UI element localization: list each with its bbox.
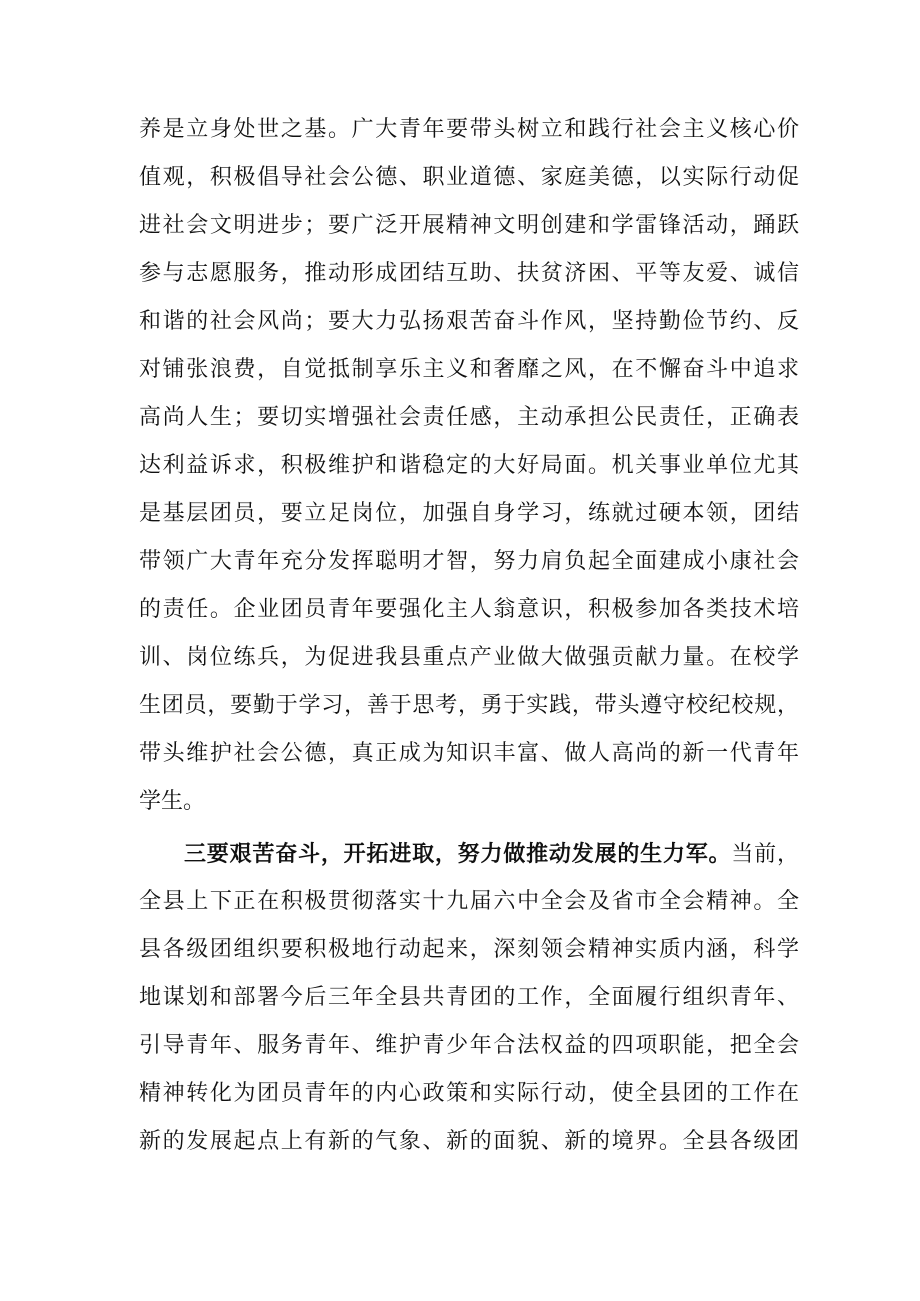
- text-line: 值观，积极倡导社会公德、职业道德、家庭美德，以实际行动促: [139, 165, 799, 190]
- text-line: 进社会文明进步；要广泛开展精神文明创建和学雷锋活动，踊跃: [139, 213, 799, 238]
- text-line: 地谋划和部署今后三年全县共青团的工作，全面履行组织青年、: [139, 985, 799, 1010]
- text-line: 的责任。企业团员青年要强化主人翁意识，积极参加各类技术培: [139, 597, 799, 622]
- text-line: 县各级团组织要积极地行动起来，深刻领会精神实质内涵，科学: [139, 937, 799, 962]
- text-line: 全县上下正在积极贯彻落实十九届六中全会及省市全会精神。全: [139, 889, 799, 914]
- text-line: 引导青年、服务青年、维护青少年合法权益的四项职能，把全会: [139, 1033, 799, 1058]
- paragraph-1: [139, 106, 799, 826]
- text-line-last: 学生。: [139, 789, 206, 814]
- text-line: 达利益诉求，积极维护和谐稳定的大好局面。机关事业单位尤其: [139, 453, 799, 478]
- text-line: 参与志愿服务，推动形成团结互助、扶贫济困、平等友爱、诚信: [139, 261, 799, 286]
- text-line: 和谐的社会风尚；要大力弘扬艰苦奋斗作风，坚持勤俭节约、反: [139, 309, 799, 334]
- section-heading: 三要艰苦奋斗，开拓进取，努力做推动发展的生力军。: [184, 841, 732, 867]
- text-line: 养是立身处世之基。广大青年要带头树立和践行社会主义核心价: [139, 117, 799, 142]
- text-line: 高尚人生；要切实增强社会责任感，主动承担公民责任，正确表: [139, 405, 799, 430]
- paragraph-2: [139, 830, 799, 1166]
- heading-continuation: 当前，: [731, 842, 799, 867]
- text-line: 精神转化为团员青年的内心政策和实际行动，使全县团的工作在: [139, 1081, 799, 1106]
- text-line: 带头维护社会公德，真正成为知识丰富、做人高尚的新一代青年: [139, 741, 799, 766]
- text-line: 对铺张浪费，自觉抵制享乐主义和奢靡之风，在不懈奋斗中追求: [139, 357, 799, 382]
- text-line: 训、岗位练兵，为促进我县重点产业做大做强贡献力量。在校学: [139, 645, 799, 670]
- text-line: 生团员，要勤于学习，善于思考，勇于实践，带头遵守校纪校规，: [139, 693, 799, 718]
- paragraph-first-line: [139, 830, 799, 878]
- text-line: 是基层团员，要立足岗位，加强自身学习，练就过硬本领，团结: [139, 501, 799, 526]
- text-line: 带领广大青年充分发挥聪明才智，努力肩负起全面建成小康社会: [139, 549, 799, 574]
- text-line: 新的发展起点上有新的气象、新的面貌、新的境界。全县各级团: [139, 1129, 799, 1154]
